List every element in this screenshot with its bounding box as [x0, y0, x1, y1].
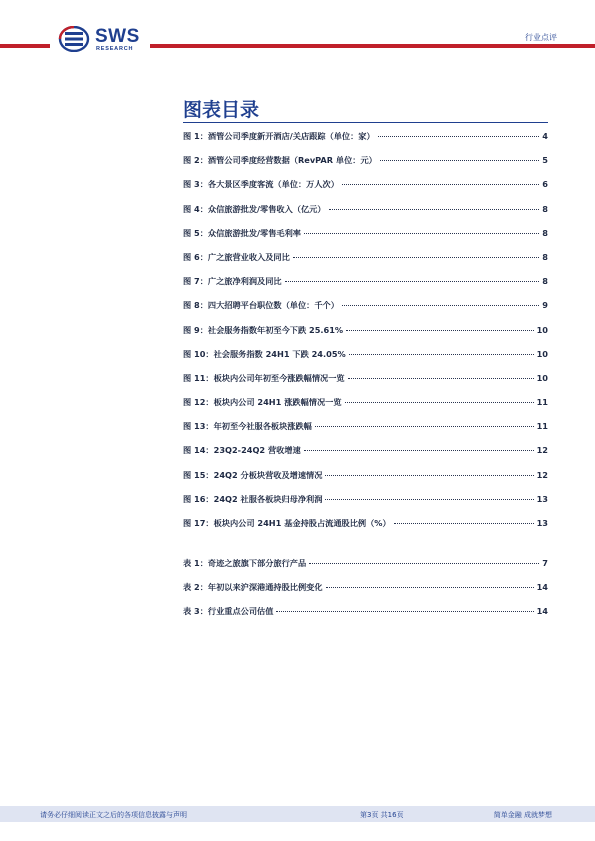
toc-entry-page-number: 12 — [536, 445, 548, 456]
toc-title-divider — [183, 122, 548, 123]
toc-figure-entry[interactable] — [183, 252, 548, 276]
dot-leader — [276, 611, 533, 612]
toc-figure-entry[interactable] — [183, 518, 548, 542]
header-rule-left — [0, 44, 50, 48]
toc-table-entry[interactable] — [183, 582, 548, 606]
dot-leader — [345, 402, 534, 403]
toc-entry-label: 图 13：年初至今社服各板块涨跌幅 — [183, 421, 312, 432]
toc-entry-label: 图 4：众信旅游批发/零售收入（亿元） — [183, 203, 326, 214]
toc-entry-label: 图 8：四大招聘平台职位数（单位：千个） — [183, 300, 339, 311]
toc-table-entry[interactable] — [183, 558, 548, 582]
document-type-label: 行业点评 — [525, 33, 557, 42]
toc-figure-entry[interactable] — [183, 421, 548, 445]
dot-leader — [346, 330, 533, 331]
dot-leader — [329, 209, 540, 210]
dot-leader — [342, 305, 539, 306]
dot-leader — [293, 257, 539, 258]
toc-entry-page-number: 12 — [536, 469, 548, 480]
toc-entry-page-number: 4 — [542, 131, 548, 141]
toc-figure-entry[interactable] — [183, 204, 548, 228]
toc-entry-label: 图 10：社会服务指数 24H1 下跌 24.05% — [183, 348, 346, 359]
toc-entry-page-number: 10 — [536, 324, 548, 335]
toc-entry-page-number: 11 — [536, 397, 548, 408]
toc-figure-entry[interactable] — [183, 179, 548, 203]
footer-slogan: 简单金融 成就梦想 — [493, 811, 552, 819]
toc-entry-page-number: 10 — [536, 348, 548, 359]
toc-entry-page-number: 8 — [542, 227, 548, 238]
dot-leader — [304, 233, 539, 234]
toc-entry-page-number: 8 — [542, 203, 548, 214]
toc-entry-label: 表 3：行业重点公司估值 — [183, 606, 274, 617]
toc-entry-label: 图 1：酒管公司季度新开酒店/关店跟踪（单位：家） — [183, 131, 375, 141]
toc-entry-page-number: 11 — [536, 421, 548, 432]
toc-figure-entry[interactable] — [183, 349, 548, 373]
toc-table-entry[interactable] — [183, 606, 548, 630]
dot-leader — [394, 523, 534, 524]
dot-leader — [285, 281, 540, 282]
dot-leader — [326, 587, 534, 588]
dot-leader — [349, 354, 534, 355]
toc-entry-page-number: 14 — [536, 582, 548, 593]
dot-leader — [315, 426, 534, 427]
dot-leader — [325, 499, 533, 500]
dot-leader — [325, 475, 533, 476]
dot-leader — [304, 450, 534, 451]
dot-leader — [380, 160, 539, 161]
toc-entry-label: 图 11：板块内公司年初至今涨跌幅情况一览 — [183, 372, 345, 383]
toc-entry-page-number: 14 — [536, 606, 548, 617]
figure-list — [183, 131, 548, 542]
toc-figure-entry[interactable] — [183, 494, 548, 518]
toc-figure-entry[interactable] — [183, 325, 548, 349]
toc-figure-entry[interactable] — [183, 445, 548, 469]
toc-entry-label: 图 3：各大景区季度客流（单位：万人次） — [183, 179, 339, 190]
page-header — [0, 0, 595, 60]
toc-entry-page-number: 9 — [542, 300, 548, 311]
toc-entry-page-number: 8 — [542, 276, 548, 287]
dot-leader — [378, 136, 540, 137]
table-list — [183, 558, 548, 631]
toc-entry-page-number: 8 — [542, 251, 548, 262]
toc-entry-label: 图 9：社会服务指数年初至今下跌 25.61% — [183, 324, 344, 335]
toc-figure-entry[interactable] — [183, 155, 548, 179]
logo-text: SWS — [95, 26, 140, 47]
toc-figure-entry[interactable] — [183, 300, 548, 324]
toc-entry-label: 图 6：广之旅营业收入及同比 — [183, 251, 290, 262]
toc-entry-label: 图 5：众信旅游批发/零售毛利率 — [183, 227, 301, 238]
footer-page-info: 第3页 共16页 — [360, 811, 404, 819]
toc-entry-page-number: 13 — [536, 518, 548, 528]
toc-entry-label: 图 17：板块内公司 24H1 基金持股占流通股比例（%） — [183, 518, 391, 528]
toc-entry-page-number: 7 — [542, 558, 548, 568]
sws-logo-icon — [58, 26, 90, 52]
toc-figure-entry[interactable] — [183, 373, 548, 397]
toc-entry-label: 图 14：23Q2-24Q2 营收增速 — [183, 445, 301, 456]
toc-entry-label: 表 2：年初以来沪深港通持股比例变化 — [183, 582, 323, 593]
toc-figure-entry[interactable] — [183, 276, 548, 300]
toc-entry-label: 图 12：板块内公司 24H1 涨跌幅情况一览 — [183, 397, 342, 408]
dot-leader — [348, 378, 534, 379]
toc-entry-label: 表 1：奇迹之旅旗下部分旅行产品 — [183, 558, 307, 568]
footer-disclaimer: 请务必仔细阅读正文之后的各项信息披露与声明 — [40, 811, 187, 819]
toc-entry-label: 图 15：24Q2 分板块营收及增速情况 — [183, 469, 323, 480]
toc-figure-entry[interactable] — [183, 131, 548, 155]
toc-title: 图表目录 — [183, 99, 260, 121]
dot-leader — [309, 563, 539, 564]
toc-entry-page-number: 10 — [536, 372, 548, 383]
toc-entry-label: 图 16：24Q2 社服各板块归母净利润 — [183, 493, 323, 504]
toc-entry-page-number: 5 — [542, 155, 548, 166]
toc-entry-label: 图 2：酒管公司季度经营数据（RevPAR 单位：元） — [183, 155, 377, 166]
toc-entry-page-number: 13 — [536, 493, 548, 504]
toc-entry-label: 图 7：广之旅净利润及同比 — [183, 276, 282, 287]
toc-figure-entry[interactable] — [183, 228, 548, 252]
dot-leader — [342, 184, 539, 185]
header-rule-right — [150, 44, 595, 48]
toc-entry-page-number: 6 — [542, 179, 548, 190]
toc-figure-entry[interactable] — [183, 470, 548, 494]
toc-figure-entry[interactable] — [183, 397, 548, 421]
logo-subtext: RESEARCH — [96, 46, 134, 52]
